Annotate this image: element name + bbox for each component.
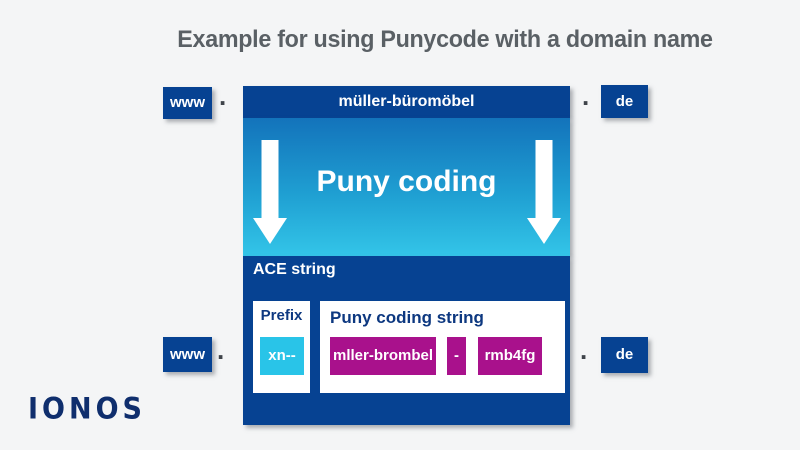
top-domain-box: müller-büromöbel <box>243 86 570 118</box>
top-dot-separator-1: . <box>219 81 227 111</box>
bottom-dot-separator-1: . <box>217 335 225 365</box>
bottom-tld-box: de <box>601 337 648 373</box>
bottom-dot-separator-2: . <box>580 335 588 365</box>
page-title: Example for using Punycode with a domain name <box>177 26 713 53</box>
puny-segment-box: mller-brombel <box>330 337 436 375</box>
puny-coding-string-label: Puny coding string <box>330 308 484 327</box>
prefix-value-box: xn-- <box>260 337 304 375</box>
top-dot-separator-2: . <box>582 81 590 111</box>
puny-segment-box: - <box>447 337 466 375</box>
prefix-panel <box>253 301 310 393</box>
puny-coding-panel <box>243 118 570 256</box>
top-subdomain-box: www <box>163 87 212 119</box>
top-tld-box: de <box>601 85 648 118</box>
puny-segment-box: rmb4fg <box>478 337 542 375</box>
puny-coding-label: Puny coding <box>316 165 497 198</box>
down-arrow-icon <box>527 140 561 244</box>
ace-string-label: ACE string <box>253 261 336 278</box>
ionos-logo: IONOS <box>28 392 146 427</box>
puny-coding-string-panel <box>320 301 565 393</box>
bottom-subdomain-box: www <box>163 337 212 372</box>
prefix-label: Prefix <box>260 307 303 324</box>
ace-string-panel <box>243 256 570 425</box>
